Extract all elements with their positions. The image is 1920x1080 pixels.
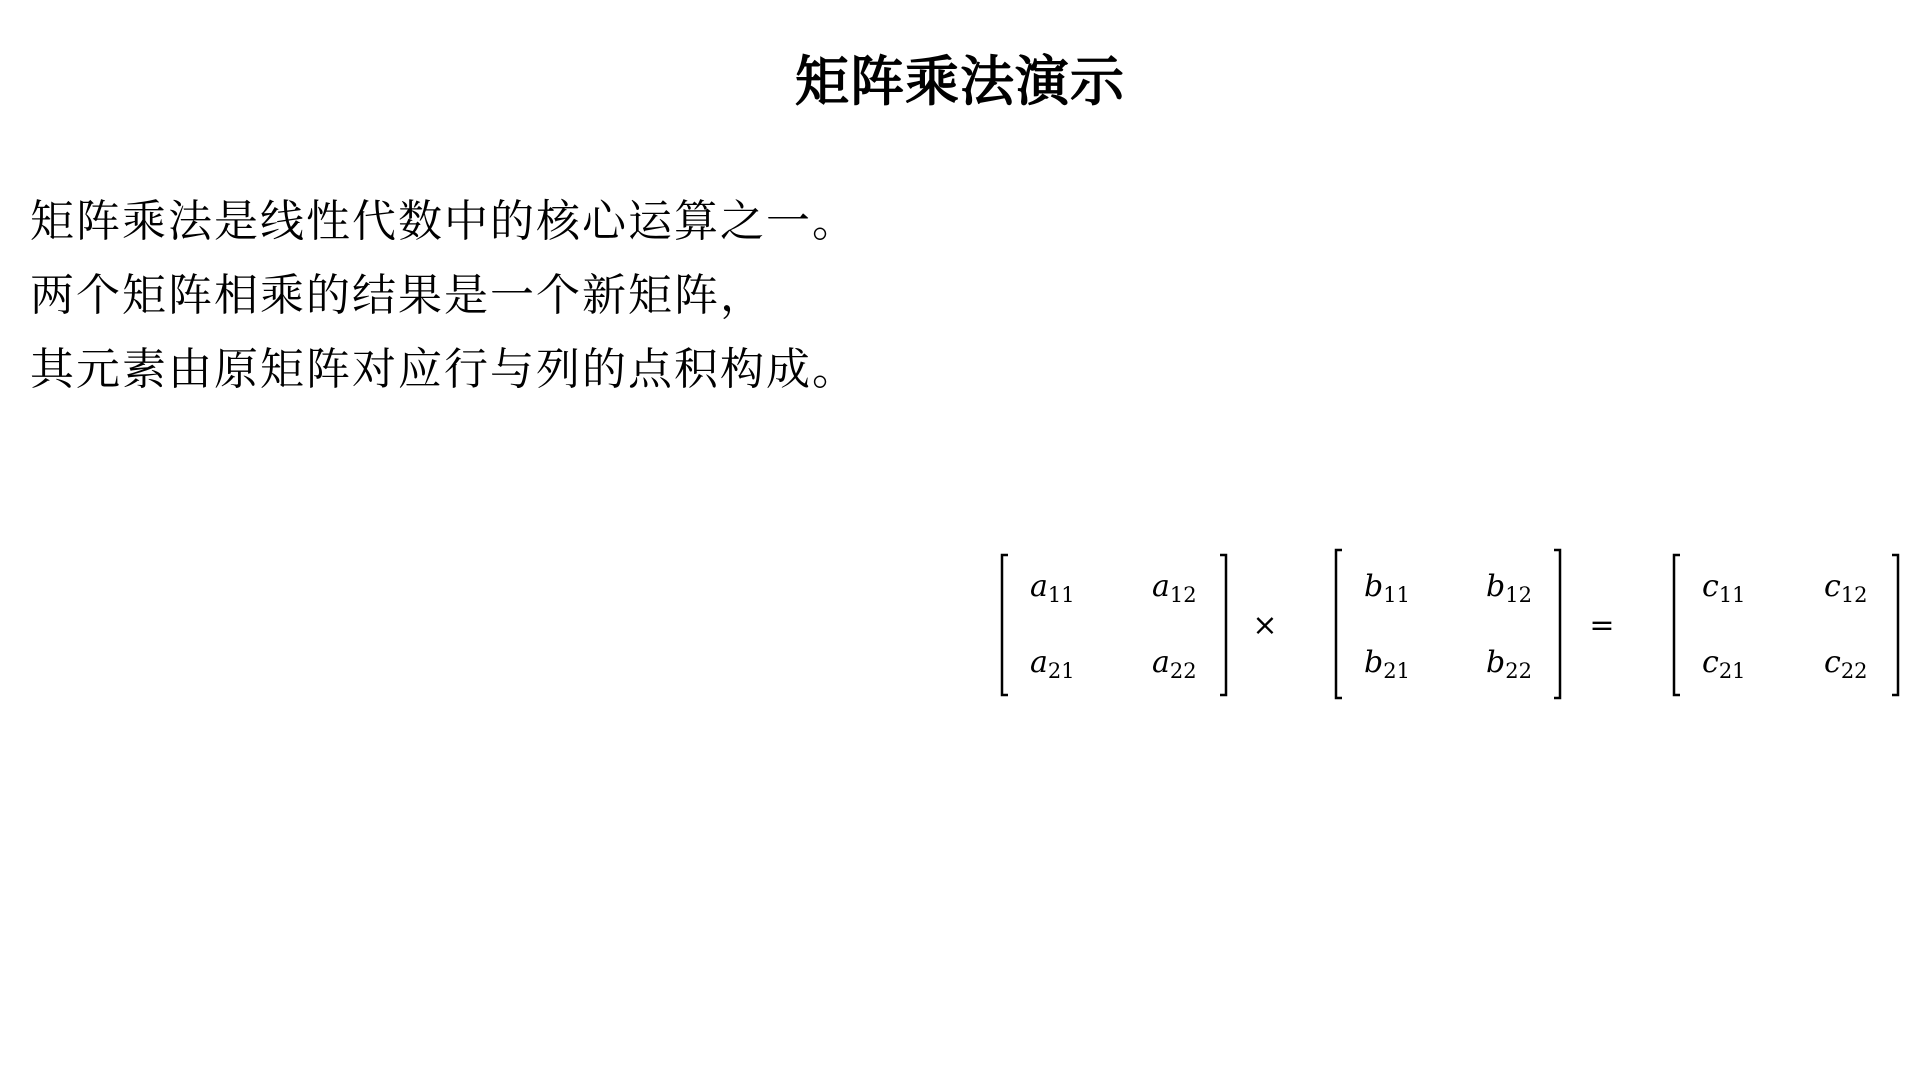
matrix-b-entry-21: b21	[1364, 645, 1410, 683]
matrix-b-entry-22: b22	[1486, 645, 1532, 683]
page-title: 矩阵乘法演示	[795, 50, 1125, 113]
matrix-a-left-bracket	[1002, 555, 1008, 695]
matrix-a-right-bracket	[1220, 555, 1226, 695]
matrix-c-entry-12: c12	[1824, 569, 1868, 607]
matrix-b-entry-11: b11	[1364, 569, 1410, 607]
intro-paragraph	[30, 185, 858, 407]
matrix-b-left-bracket	[1336, 550, 1342, 698]
times-operator: ×	[1252, 608, 1278, 643]
intro-line-3: 其元素由原矩阵对应行与列的点积构成。	[30, 344, 858, 395]
matrix-a-entry-12: a12	[1152, 569, 1197, 607]
matrix-c-entry-21: c21	[1702, 645, 1746, 683]
matrix-c-right-bracket	[1892, 555, 1898, 695]
intro-line-1: 矩阵乘法是线性代数中的核心运算之一。	[30, 196, 858, 247]
matrix-a-entry-22: a22	[1152, 645, 1197, 683]
matrix-c-entry-11: c11	[1702, 569, 1746, 607]
matrix-equation-svg	[980, 540, 1900, 720]
matrix-b-entry-12: b12	[1486, 569, 1532, 607]
matrix-c-left-bracket	[1674, 555, 1680, 695]
matrix-a-entry-11: a11	[1030, 569, 1075, 607]
matrix-c-entry-22: c22	[1824, 645, 1868, 683]
equals-operator: =	[1589, 608, 1615, 643]
matrix-b-right-bracket	[1554, 550, 1560, 698]
matrix-a-entry-21: a21	[1030, 645, 1075, 683]
matrix-equation	[980, 540, 1900, 720]
intro-line-2: 两个矩阵相乘的结果是一个新矩阵，	[30, 270, 766, 321]
